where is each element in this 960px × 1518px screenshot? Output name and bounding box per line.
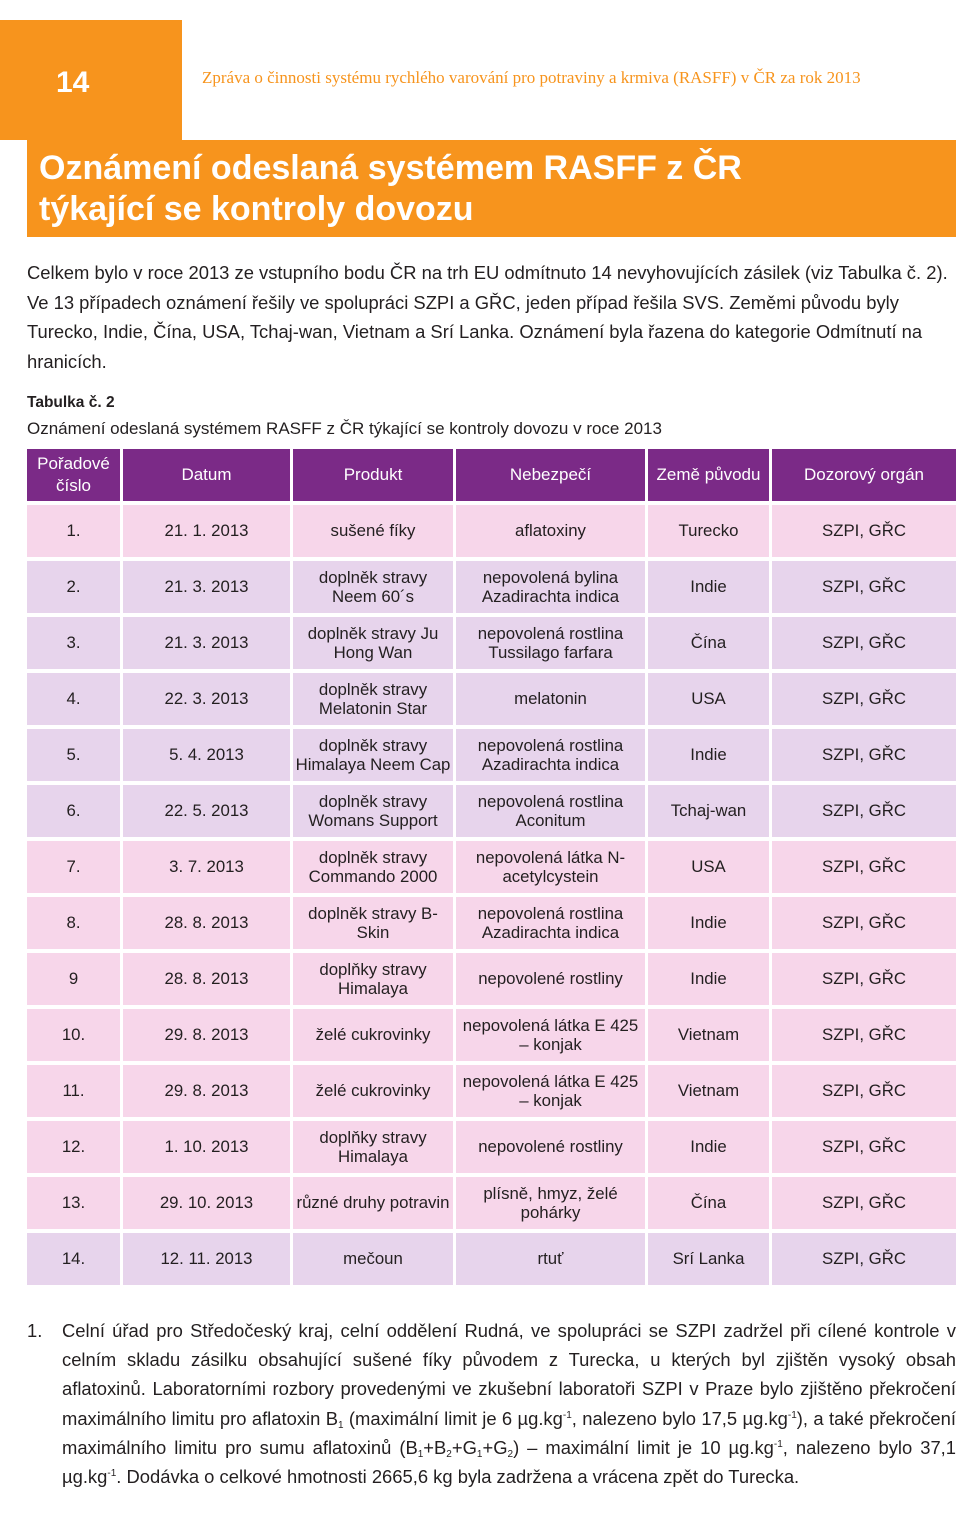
subscript: 1 [337, 1419, 344, 1431]
cell-hazard: nepovolená bylina Azadirachta indica [453, 561, 645, 613]
cell-hazard: nepovolené rostliny [453, 953, 645, 1005]
notifications-table [27, 445, 956, 1289]
column-header: Nebezpečí [453, 449, 645, 501]
cell-date: 3. 7. 2013 [120, 841, 290, 893]
running-header: Zpráva o činnosti systému rychlého varování pro potraviny a krmiva (RASFF) v ČR za rok 2013 [202, 68, 861, 87]
cell-date: 21. 3. 2013 [120, 617, 290, 669]
table-label: Tabulka č. 2 [27, 394, 115, 411]
superscript: -1 [787, 1409, 797, 1421]
footnote-text-part: ), a také překročení maximálního limitu pro sumu aflatoxinů (B [62, 1407, 956, 1458]
column-header: Země původu [645, 449, 769, 501]
cell-product: doplněk stravy Himalaya Neem Cap [290, 729, 453, 781]
subscript: 2 [507, 1448, 514, 1460]
cell-authority: SZPI, GŘC [769, 561, 956, 613]
section-title-bar [27, 140, 956, 237]
cell-row-number: 5. [27, 729, 120, 781]
table-body [27, 505, 956, 1285]
section-title-line1: Oznámení odeslaná systémem RASFF z ČR [39, 149, 742, 187]
table-header-row [27, 449, 956, 501]
footnote-text-part: , nalezeno bylo 17,5 µg.kg [571, 1407, 788, 1429]
cell-hazard: rtuť [453, 1233, 645, 1285]
table-row [27, 841, 956, 893]
footnote-text-part: +G [451, 1436, 477, 1458]
footnote [27, 1316, 956, 1491]
table-row [27, 617, 956, 669]
cell-hazard: nepovolená látka E 425 – konjak [453, 1009, 645, 1061]
intro-paragraph: Celkem bylo v roce 2013 ze vstupního bodu ČR na trh EU odmítnuto 14 nevyhovujících zásilek (viz Tabulka č. 2). Ve 13 případech oznámení řešily ve spolupráci SZPI a GŘC, jeden případ řešila SVS. Zeměmi původu byly Turecko, Indie, Čína, USA, Tchaj-wan, Vietnam a Srí Lanka. Oznámení byla řazena do kategorie Odmítnutí na hranicích. [27, 262, 948, 372]
cell-row-number: 3. [27, 617, 120, 669]
cell-row-number: 12. [27, 1121, 120, 1173]
table-row [27, 1177, 956, 1229]
table-row [27, 673, 956, 725]
cell-product: mečoun [290, 1233, 453, 1285]
footnote-text-part: Celní úřad pro Středočeský kraj, celní oddělení Rudná, ve spolupráci se SZPI zadržel při cílené kontrole v celním skladu zásilku obsahující sušené fíky původem z Turecka, u kterých byl zjištěn vysoký obsah aflatoxinů. Laboratorními rozbory provedenými ve zkušební laboratoři SZPI v Praze bylo zjištěno překročení maximálního limitu pro aflatoxin B [62, 1320, 956, 1429]
subscript: 2 [446, 1448, 452, 1460]
superscript: -1 [107, 1468, 117, 1480]
cell-origin-country: Indie [645, 729, 769, 781]
cell-origin-country: Tchaj-wan [645, 785, 769, 837]
cell-row-number: 10. [27, 1009, 120, 1061]
page-number-box [0, 20, 182, 140]
cell-authority: SZPI, GŘC [769, 1233, 956, 1285]
cell-origin-country: Indie [645, 1121, 769, 1173]
cell-origin-country: Indie [645, 897, 769, 949]
footnote-text [62, 1316, 956, 1491]
footnote-text-part: . Dodávka o celkové hmotnosti 2665,6 kg byla zadržena a vrácena zpět do Turecka. [116, 1466, 800, 1488]
cell-date: 12. 11. 2013 [120, 1233, 290, 1285]
cell-product: želé cukrovinky [290, 1065, 453, 1117]
cell-product: různé druhy potravin [290, 1177, 453, 1229]
cell-date: 22. 3. 2013 [120, 673, 290, 725]
cell-authority: SZPI, GŘC [769, 841, 956, 893]
cell-row-number: 7. [27, 841, 120, 893]
cell-product: doplněk stravy Womans Support [290, 785, 453, 837]
cell-product: doplněk stravy Ju Hong Wan [290, 617, 453, 669]
section-title-line2: týkající se kontroly dovozu [39, 190, 474, 228]
cell-authority: SZPI, GŘC [769, 953, 956, 1005]
footnote-text-part: +B [423, 1436, 447, 1458]
section-title [39, 148, 742, 230]
cell-date: 1. 10. 2013 [120, 1121, 290, 1173]
cell-authority: SZPI, GŘC [769, 1009, 956, 1061]
cell-authority: SZPI, GŘC [769, 673, 956, 725]
column-header: Produkt [290, 449, 453, 501]
cell-row-number: 6. [27, 785, 120, 837]
cell-date: 28. 8. 2013 [120, 953, 290, 1005]
footnote-text-part: (maximální limit je 6 µg.kg [343, 1407, 563, 1429]
table-row [27, 729, 956, 781]
cell-origin-country: Vietnam [645, 1065, 769, 1117]
cell-row-number: 8. [27, 897, 120, 949]
cell-hazard: nepovolená látka N-acetylcystein [453, 841, 645, 893]
column-header: Dozorový orgán [769, 449, 956, 501]
table-row [27, 561, 956, 613]
cell-date: 22. 5. 2013 [120, 785, 290, 837]
cell-product: želé cukrovinky [290, 1009, 453, 1061]
cell-product: doplňky stravy Himalaya [290, 953, 453, 1005]
cell-product: doplňky stravy Himalaya [290, 1121, 453, 1173]
superscript: -1 [773, 1438, 783, 1450]
subscript: 1 [417, 1448, 424, 1460]
cell-hazard: nepovolená rostlina Aconitum [453, 785, 645, 837]
footnote-number: 1. [27, 1320, 43, 1341]
cell-date: 5. 4. 2013 [120, 729, 290, 781]
cell-product: doplněk stravy Neem 60´s [290, 561, 453, 613]
subscript: 1 [476, 1448, 483, 1460]
cell-origin-country: Čína [645, 1177, 769, 1229]
cell-origin-country: Turecko [645, 505, 769, 557]
table-row [27, 1233, 956, 1285]
table-row [27, 1065, 956, 1117]
table-row [27, 897, 956, 949]
column-header: Datum [120, 449, 290, 501]
cell-hazard: melatonin [453, 673, 645, 725]
table-row [27, 1009, 956, 1061]
superscript: -1 [562, 1409, 572, 1421]
cell-product: sušené fíky [290, 505, 453, 557]
cell-date: 21. 1. 2013 [120, 505, 290, 557]
column-header: Pořadové číslo [27, 449, 120, 501]
cell-row-number: 1. [27, 505, 120, 557]
cell-authority: SZPI, GŘC [769, 729, 956, 781]
cell-product: doplněk stravy B-Skin [290, 897, 453, 949]
footnote-text-part: , nalezeno bylo 37,1 µg.kg [62, 1436, 957, 1488]
cell-authority: SZPI, GŘC [769, 1121, 956, 1173]
cell-authority: SZPI, GŘC [769, 617, 956, 669]
cell-hazard: nepovolené rostliny [453, 1121, 645, 1173]
cell-origin-country: Čína [645, 617, 769, 669]
cell-row-number: 9 [27, 953, 120, 1005]
cell-hazard: nepovolená rostlina Tussilago farfara [453, 617, 645, 669]
cell-authority: SZPI, GŘC [769, 1065, 956, 1117]
cell-row-number: 2. [27, 561, 120, 613]
cell-hazard: nepovolená rostlina Azadirachta indica [453, 897, 645, 949]
cell-row-number: 11. [27, 1065, 120, 1117]
cell-authority: SZPI, GŘC [769, 505, 956, 557]
cell-product: doplněk stravy Melatonin Star [290, 673, 453, 725]
cell-origin-country: Indie [645, 953, 769, 1005]
cell-origin-country: Indie [645, 561, 769, 613]
footnote-text-part: ) – maximální limit je 10 µg.kg [513, 1436, 774, 1458]
cell-date: 29. 10. 2013 [120, 1177, 290, 1229]
cell-date: 29. 8. 2013 [120, 1065, 290, 1117]
cell-authority: SZPI, GŘC [769, 1177, 956, 1229]
cell-date: 28. 8. 2013 [120, 897, 290, 949]
cell-origin-country: Srí Lanka [645, 1233, 769, 1285]
cell-authority: SZPI, GŘC [769, 897, 956, 949]
cell-date: 21. 3. 2013 [120, 561, 290, 613]
cell-hazard: aflatoxiny [453, 505, 645, 557]
cell-row-number: 4. [27, 673, 120, 725]
cell-product: doplněk stravy Commando 2000 [290, 841, 453, 893]
table-row [27, 953, 956, 1005]
cell-hazard: plísně, hmyz, želé pohárky [453, 1177, 645, 1229]
cell-date: 29. 8. 2013 [120, 1009, 290, 1061]
table-caption: Oznámení odeslaná systémem RASFF z ČR týkající se kontroly dovozu v roce 2013 [27, 419, 662, 438]
footnote-text-part: +G [482, 1436, 508, 1458]
cell-hazard: nepovolená látka E 425 – konjak [453, 1065, 645, 1117]
table-row [27, 785, 956, 837]
page-number: 14 [56, 66, 90, 99]
table-row [27, 505, 956, 557]
cell-row-number: 14. [27, 1233, 120, 1285]
cell-authority: SZPI, GŘC [769, 785, 956, 837]
cell-origin-country: USA [645, 841, 769, 893]
cell-origin-country: Vietnam [645, 1009, 769, 1061]
cell-row-number: 13. [27, 1177, 120, 1229]
cell-hazard: nepovolená rostlina Azadirachta indica [453, 729, 645, 781]
table-row [27, 1121, 956, 1173]
cell-origin-country: USA [645, 673, 769, 725]
